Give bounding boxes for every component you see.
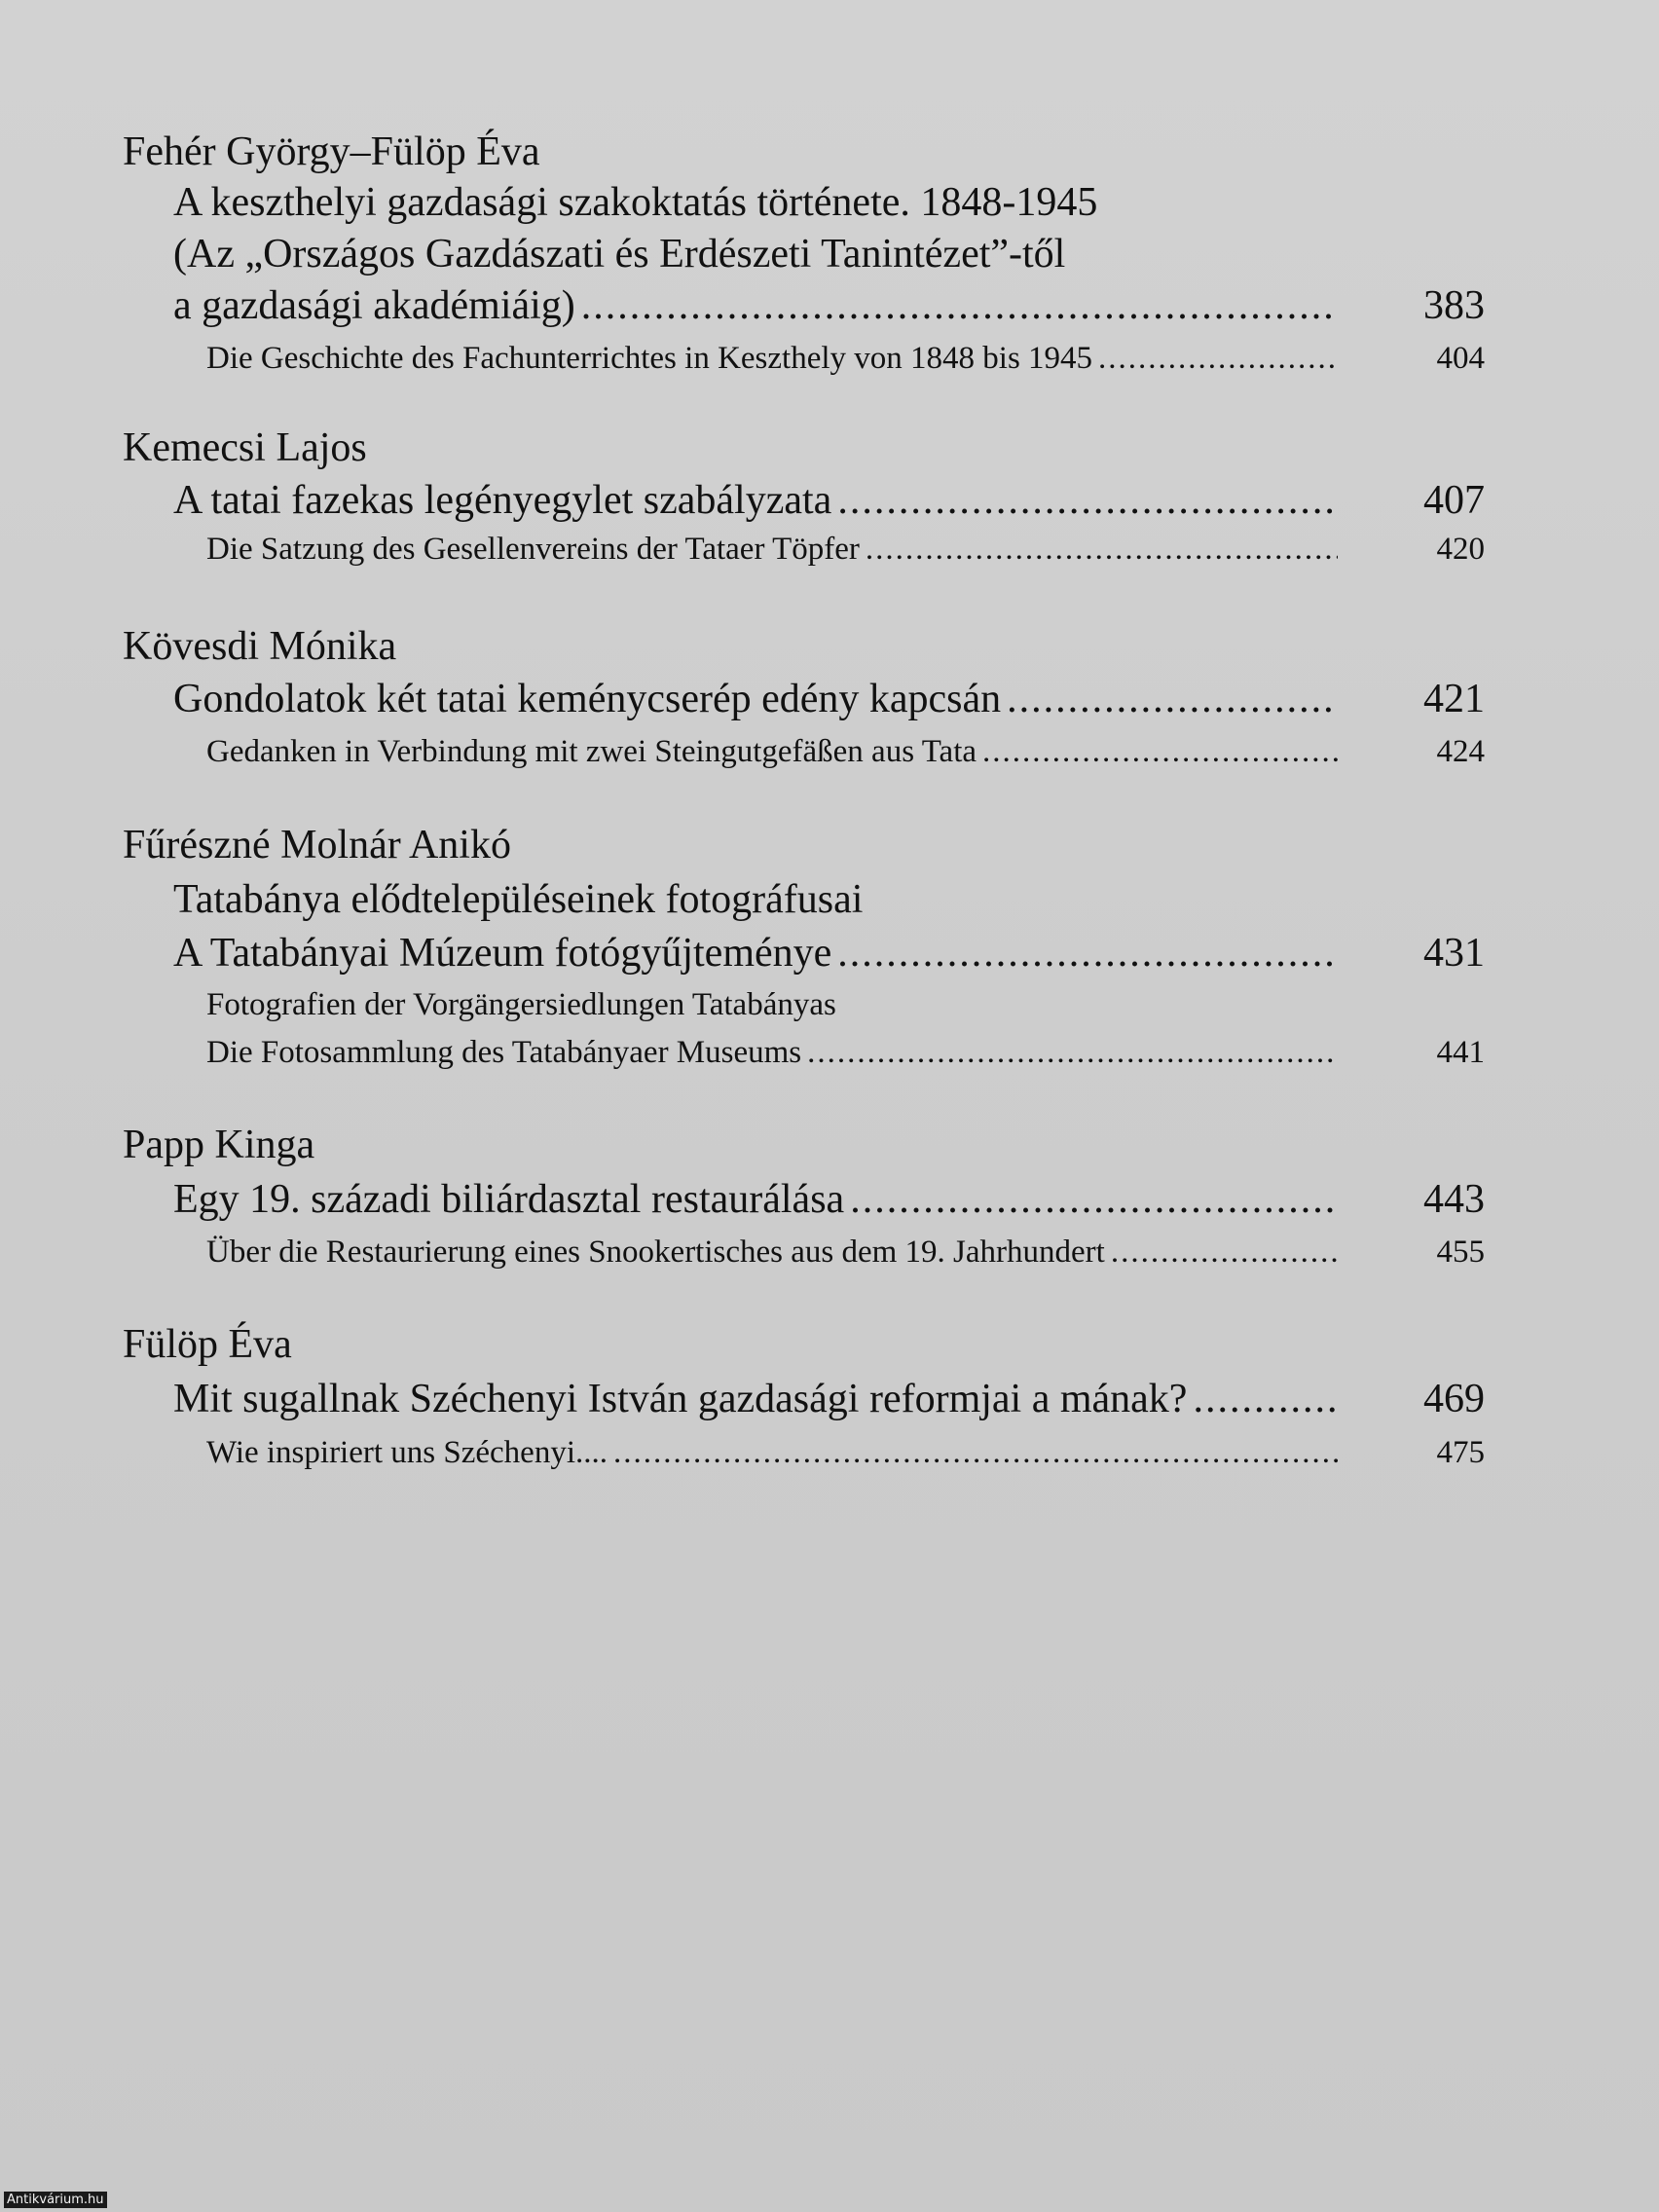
dot-leader (613, 1435, 1338, 1471)
entry-title-text: Egy 19. századi biliárdasztal restaurálása (173, 1177, 845, 1222)
page-number: 469 (1423, 1377, 1485, 1421)
entry-subtitle-text: Wie inspiriert uns Széchenyi.... (206, 1435, 608, 1470)
page-number: 404 (1436, 341, 1485, 376)
toc-row (206, 1235, 1344, 1271)
page-number: 420 (1436, 532, 1485, 567)
entry-subtitle-text: Die Fotosammlung des Tatabányaer Museums (206, 1035, 802, 1070)
toc-row (173, 676, 1344, 722)
entry-author: Fűrészné Molnár Anikó (123, 823, 511, 867)
page-number: 424 (1436, 734, 1485, 769)
entry-subtitle-text: Gedanken in Verbindung mit zwei Steingutgefäßen aus Tata (206, 734, 977, 769)
dot-leader (1007, 676, 1338, 722)
page-number: 441 (1436, 1035, 1485, 1070)
entry-title-text: Mit sugallnak Széchenyi István gazdasági reformjai a mának? (173, 1377, 1188, 1421)
dot-leader (807, 1035, 1338, 1071)
entry-author: Kövesdi Mónika (123, 624, 397, 669)
toc-row (173, 477, 1344, 524)
page-number: 455 (1436, 1235, 1485, 1270)
page-number: 407 (1423, 478, 1485, 523)
toc-row (206, 1435, 1344, 1471)
entry-title-line: (Az „Országos Gazdászati és Erdészeti Tanintézet”-től (173, 232, 1066, 276)
dot-leader (1193, 1376, 1338, 1422)
site-watermark: Antikvárium.hu (4, 2192, 107, 2208)
page-number: 431 (1423, 931, 1485, 976)
toc-row (173, 1376, 1344, 1422)
page-number: 443 (1423, 1177, 1485, 1222)
entry-title-text: a gazdasági akadémiáig) (173, 283, 575, 328)
toc-row (206, 341, 1344, 377)
entry-title-line: A keszthelyi gazdasági szakoktatás története. 1848-1945 (173, 180, 1098, 225)
entry-subtitle-text: Über die Restaurierung eines Snookertisches aus dem 19. Jahrhundert (206, 1235, 1105, 1270)
dot-leader (837, 930, 1338, 977)
entry-title-text: Gondolatok két tatai keménycserép edény kapcsán (173, 677, 1002, 721)
toc-row (206, 734, 1344, 770)
entry-author: Papp Kinga (123, 1123, 315, 1167)
entry-title-line: Tatabánya elődtelepüléseinek fotográfusai (173, 877, 864, 922)
page-number: 383 (1423, 283, 1485, 328)
dot-leader (1111, 1235, 1338, 1271)
entry-author: Kemecsi Lajos (123, 425, 367, 470)
dot-leader (850, 1176, 1338, 1223)
entry-author: Fehér György–Fülöp Éva (123, 129, 540, 174)
toc-row (206, 532, 1344, 568)
dot-leader (866, 532, 1338, 568)
entry-title-text: A tatai fazekas legényegylet szabályzata (173, 478, 832, 523)
toc-row (173, 282, 1344, 329)
page-number: 421 (1423, 677, 1485, 721)
toc-row (206, 1035, 1344, 1071)
toc-row (173, 930, 1344, 977)
dot-leader (581, 282, 1338, 329)
entry-author: Fülöp Éva (123, 1322, 292, 1367)
entry-title-text: A Tatabányai Múzeum fotógyűjteménye (173, 931, 832, 976)
entry-subtitle-text: Die Geschichte des Fachunterrichtes in Keszthely von 1848 bis 1945 (206, 341, 1093, 376)
dot-leader (837, 477, 1338, 524)
entry-subtitle-text: Die Satzung des Gesellenvereins der Tataer Töpfer (206, 532, 860, 567)
dot-leader (1098, 341, 1338, 377)
dot-leader (982, 734, 1338, 770)
entry-subtitle-line: Fotografien der Vorgängersiedlungen Tatabányas (206, 987, 836, 1022)
toc-row (173, 1176, 1344, 1223)
page-number: 475 (1436, 1435, 1485, 1470)
